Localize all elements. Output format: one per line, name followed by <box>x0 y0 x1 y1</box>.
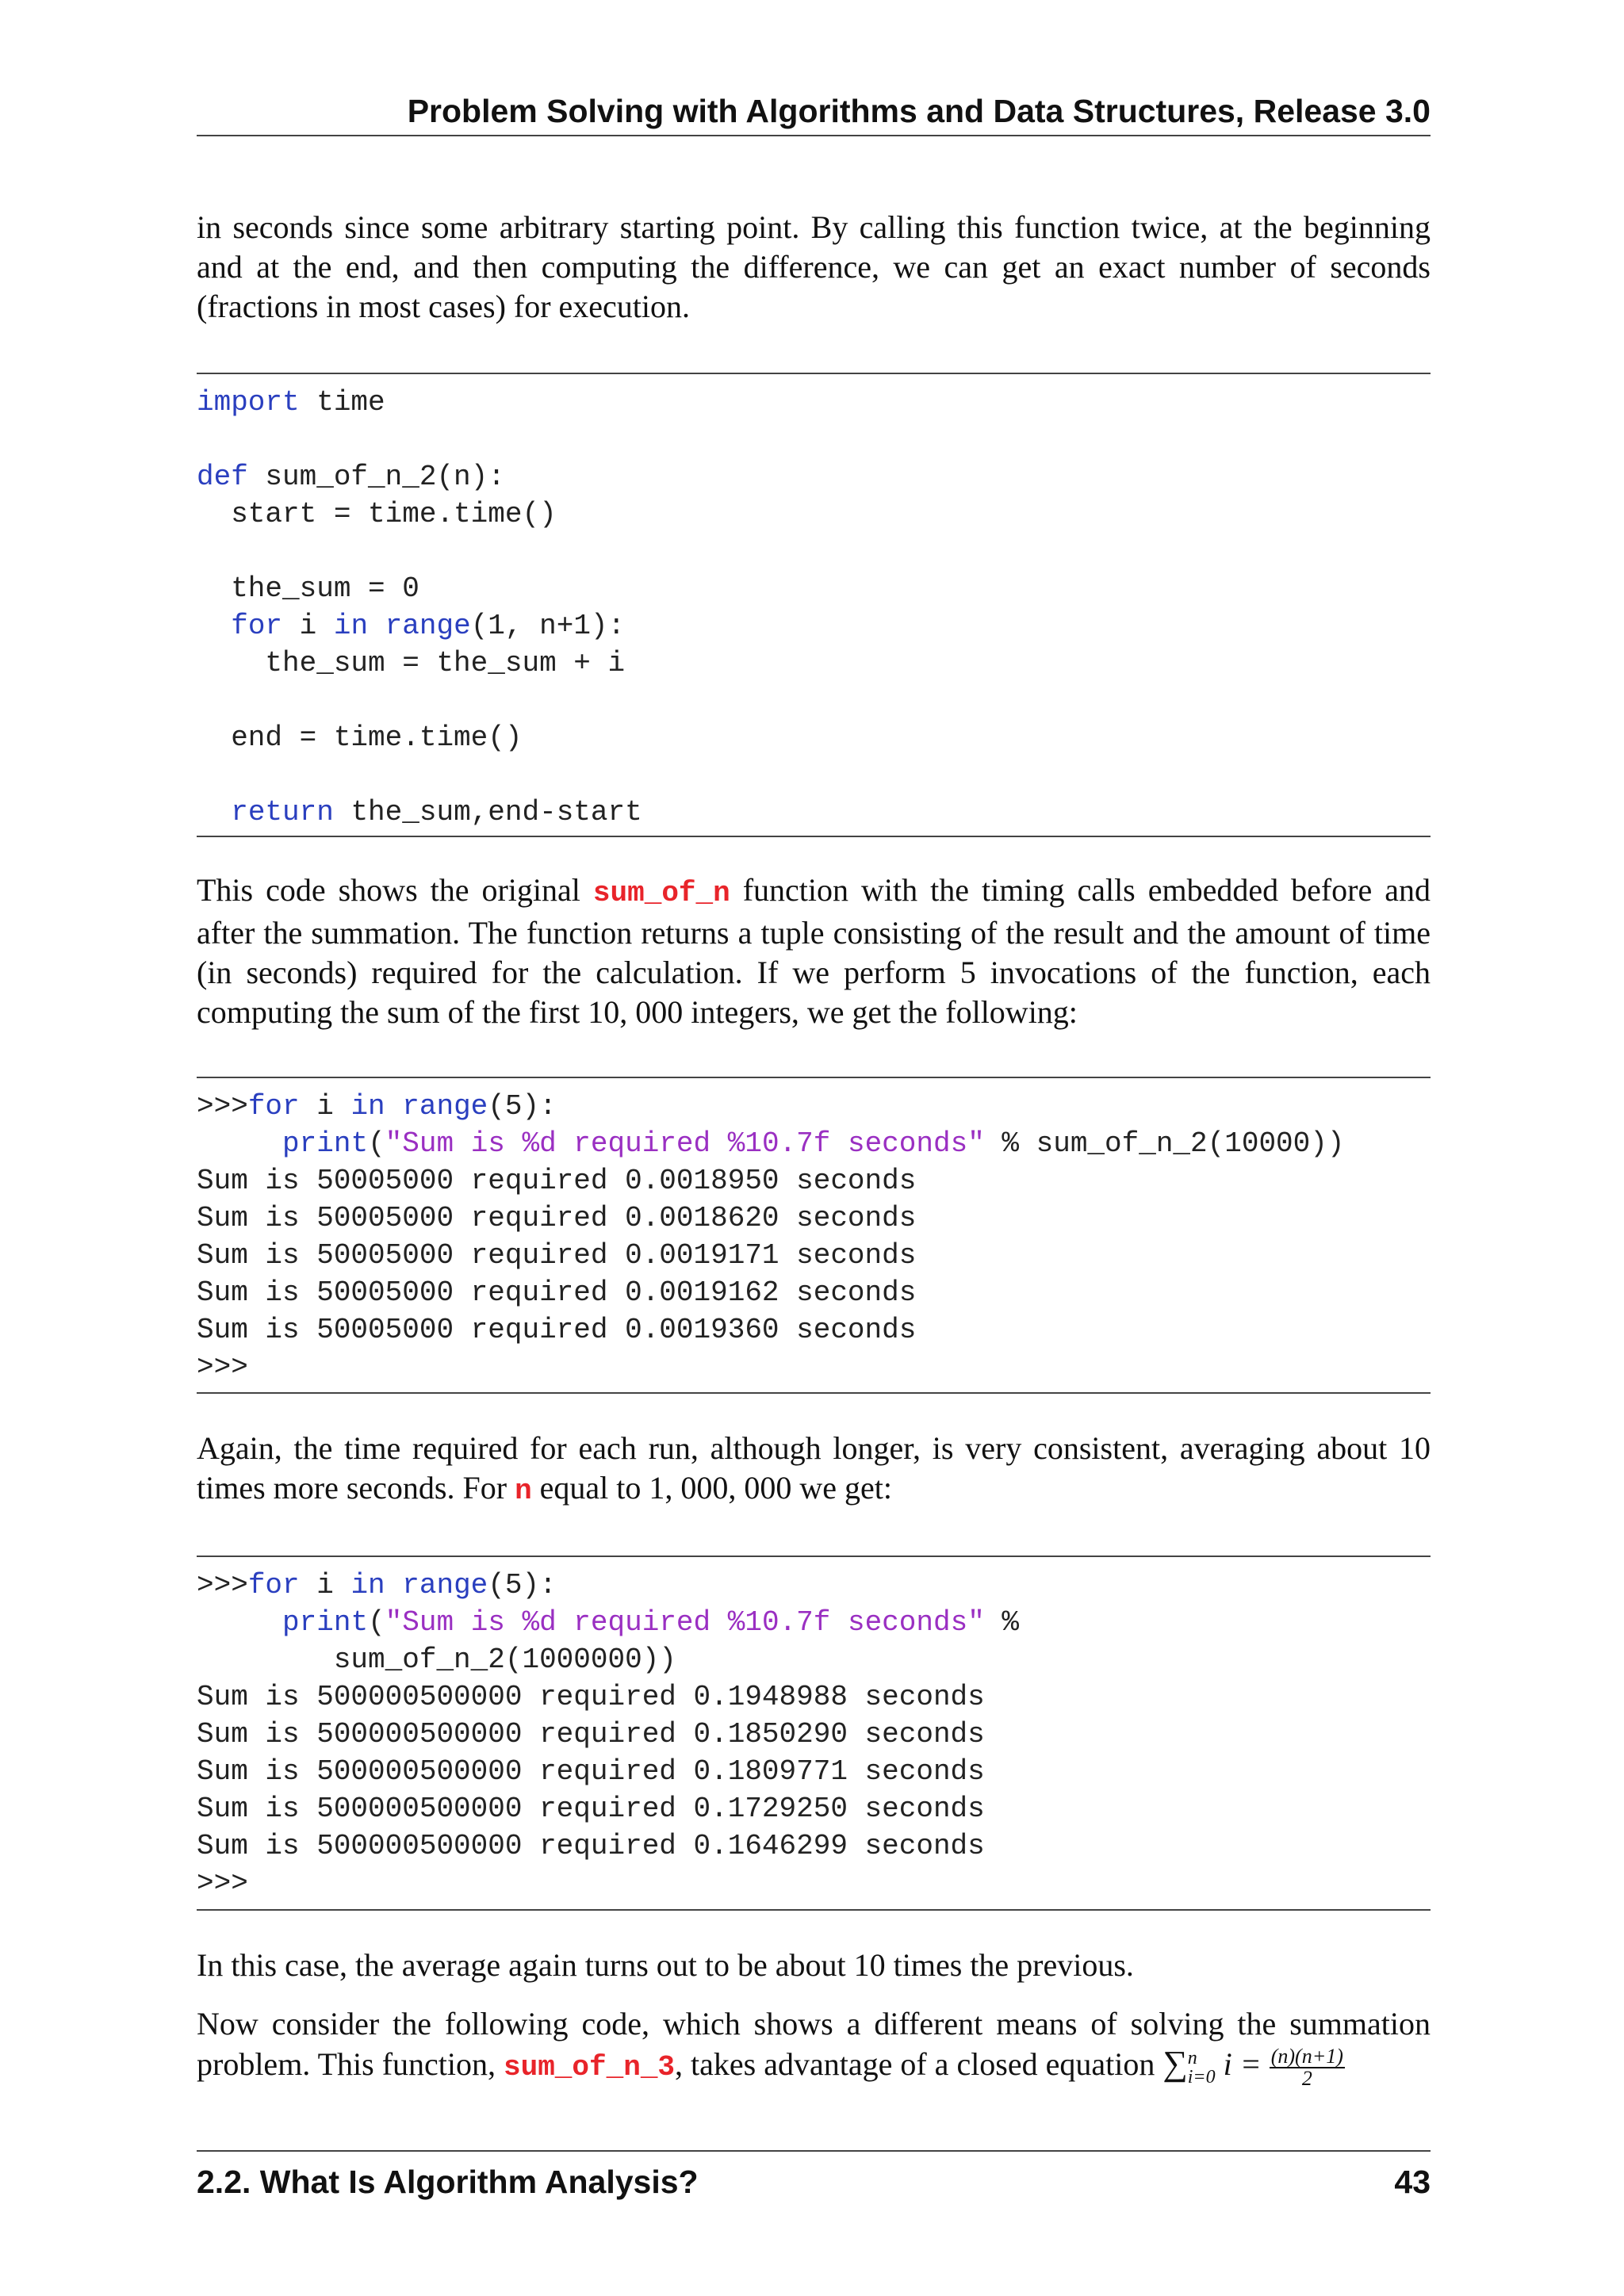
output-line: Sum is 500000500000 required 0.1729250 seconds <box>197 1793 985 1825</box>
fraction-denominator: 2 <box>1301 2066 1312 2090</box>
text: equal to 1, 000, 000 we get: <box>531 1470 893 1506</box>
text: Again, the time required for each run, although longer, is very consistent, averaging about 10 times more seconds. For <box>197 1430 1431 1506</box>
output-line: Sum is 50005000 required 0.0019360 seconds <box>197 1314 917 1346</box>
header-rule <box>197 135 1431 136</box>
code-line: sum_of_n_2(1000000)) <box>197 1644 676 1676</box>
document-page <box>197 0 1431 2296</box>
running-footer <box>197 2160 1431 2204</box>
code-line: the_sum = the_sum + i <box>197 647 626 679</box>
summation-formula: ∑ n i=0 i = $\frac{(n)(n+1)}{2}$ <box>1162 2044 1343 2090</box>
code-line: return the_sum,end-start <box>231 796 642 828</box>
code-line: print("Sum is %d required %10.7f seconds" % sum_of_n_2(10000)) <box>282 1127 1345 1160</box>
code-block-run-1000000 <box>197 1556 1431 1911</box>
output-line: Sum is 50005000 required 0.0019171 seconds <box>197 1239 917 1272</box>
output-line: Sum is 50005000 required 0.0019162 seconds <box>197 1276 917 1309</box>
sum-lower-limit: i=0 <box>1187 2066 1216 2087</box>
inline-code-sum-of-n: sum_of_n <box>592 877 730 909</box>
running-header: Problem Solving with Algorithms and Data Structures, Release 3.0 <box>407 93 1431 129</box>
inline-code-n: n <box>515 1475 532 1507</box>
code-line: print("Sum is %d required %10.7f seconds" % <box>282 1606 1020 1639</box>
code-line: >>>for i in range(5): <box>197 1569 557 1601</box>
output-line: Sum is 500000500000 required 0.1809771 seconds <box>197 1755 985 1788</box>
output-line: >>> <box>197 1867 248 1900</box>
fraction <box>1270 2046 1345 2089</box>
sum-variable: i = <box>1223 2046 1262 2082</box>
code-line: def sum_of_n_2(n): <box>197 461 505 493</box>
code-listing <box>197 384 642 831</box>
text: This code shows the original <box>197 872 593 908</box>
code-line: for i in range(1, n+1): <box>231 610 626 642</box>
text: function with the timing calls embedded before and after the summation. The function returns a tuple consisting of the result and the amount of time (in seconds) required for the calculation. If we perform 5 invocations of the function, each computing the sum of the first 10, 000 integers, we get the following: <box>197 872 1431 1030</box>
output-line: Sum is 500000500000 required 0.1948988 seconds <box>197 1681 985 1713</box>
output-line: Sum is 50005000 required 0.0018950 seconds <box>197 1165 917 1197</box>
interpreter-session <box>197 1567 1019 1902</box>
code-block-sum-of-n-2 <box>197 373 1431 837</box>
text: Now consider the following code, which shows a different means of solving the summation problem. This function, <box>197 2006 1431 2082</box>
inline-code-sum-of-n-3: sum_of_n_3 <box>504 2051 676 2084</box>
output-line: Sum is 50005000 required 0.0018620 seconds <box>197 1202 917 1234</box>
code-line: the_sum = 0 <box>197 572 419 605</box>
code-block-run-10000 <box>197 1077 1431 1394</box>
paragraph-closed-form <box>197 2004 1431 2089</box>
fraction-numerator: (n)(n+1) <box>1270 2044 1343 2068</box>
code-line: >>>for i in range(5): <box>197 1090 557 1123</box>
code-line: start = time.time() <box>197 498 557 530</box>
code-line: end = time.time() <box>197 721 523 754</box>
code-line: import time <box>197 386 385 419</box>
interpreter-session <box>197 1088 1344 1386</box>
footer-rule <box>197 2150 1431 2152</box>
paragraph-consistency <box>197 1429 1431 1511</box>
output-line: Sum is 500000500000 required 0.1646299 seconds <box>197 1830 985 1862</box>
page-number: 43 <box>1394 2164 1431 2200</box>
paragraph-average: In this case, the average again turns out to be about 10 times the previous. <box>197 1947 1134 1983</box>
sum-upper-limit: n <box>1187 2047 1197 2068</box>
text: , takes advantage of a closed equation <box>675 2046 1163 2082</box>
output-line: >>> <box>197 1351 248 1383</box>
paragraph-timing-explanation <box>197 871 1431 1032</box>
section-title: 2.2. What Is Algorithm Analysis? <box>197 2164 699 2200</box>
output-line: Sum is 500000500000 required 0.1850290 seconds <box>197 1718 985 1751</box>
intro-paragraph: in seconds since some arbitrary starting point. By calling this function twice, at the beginning and at the end, and then computing the difference, we can get an exact number of seconds (fractions in most cases) for execution. <box>197 209 1431 324</box>
